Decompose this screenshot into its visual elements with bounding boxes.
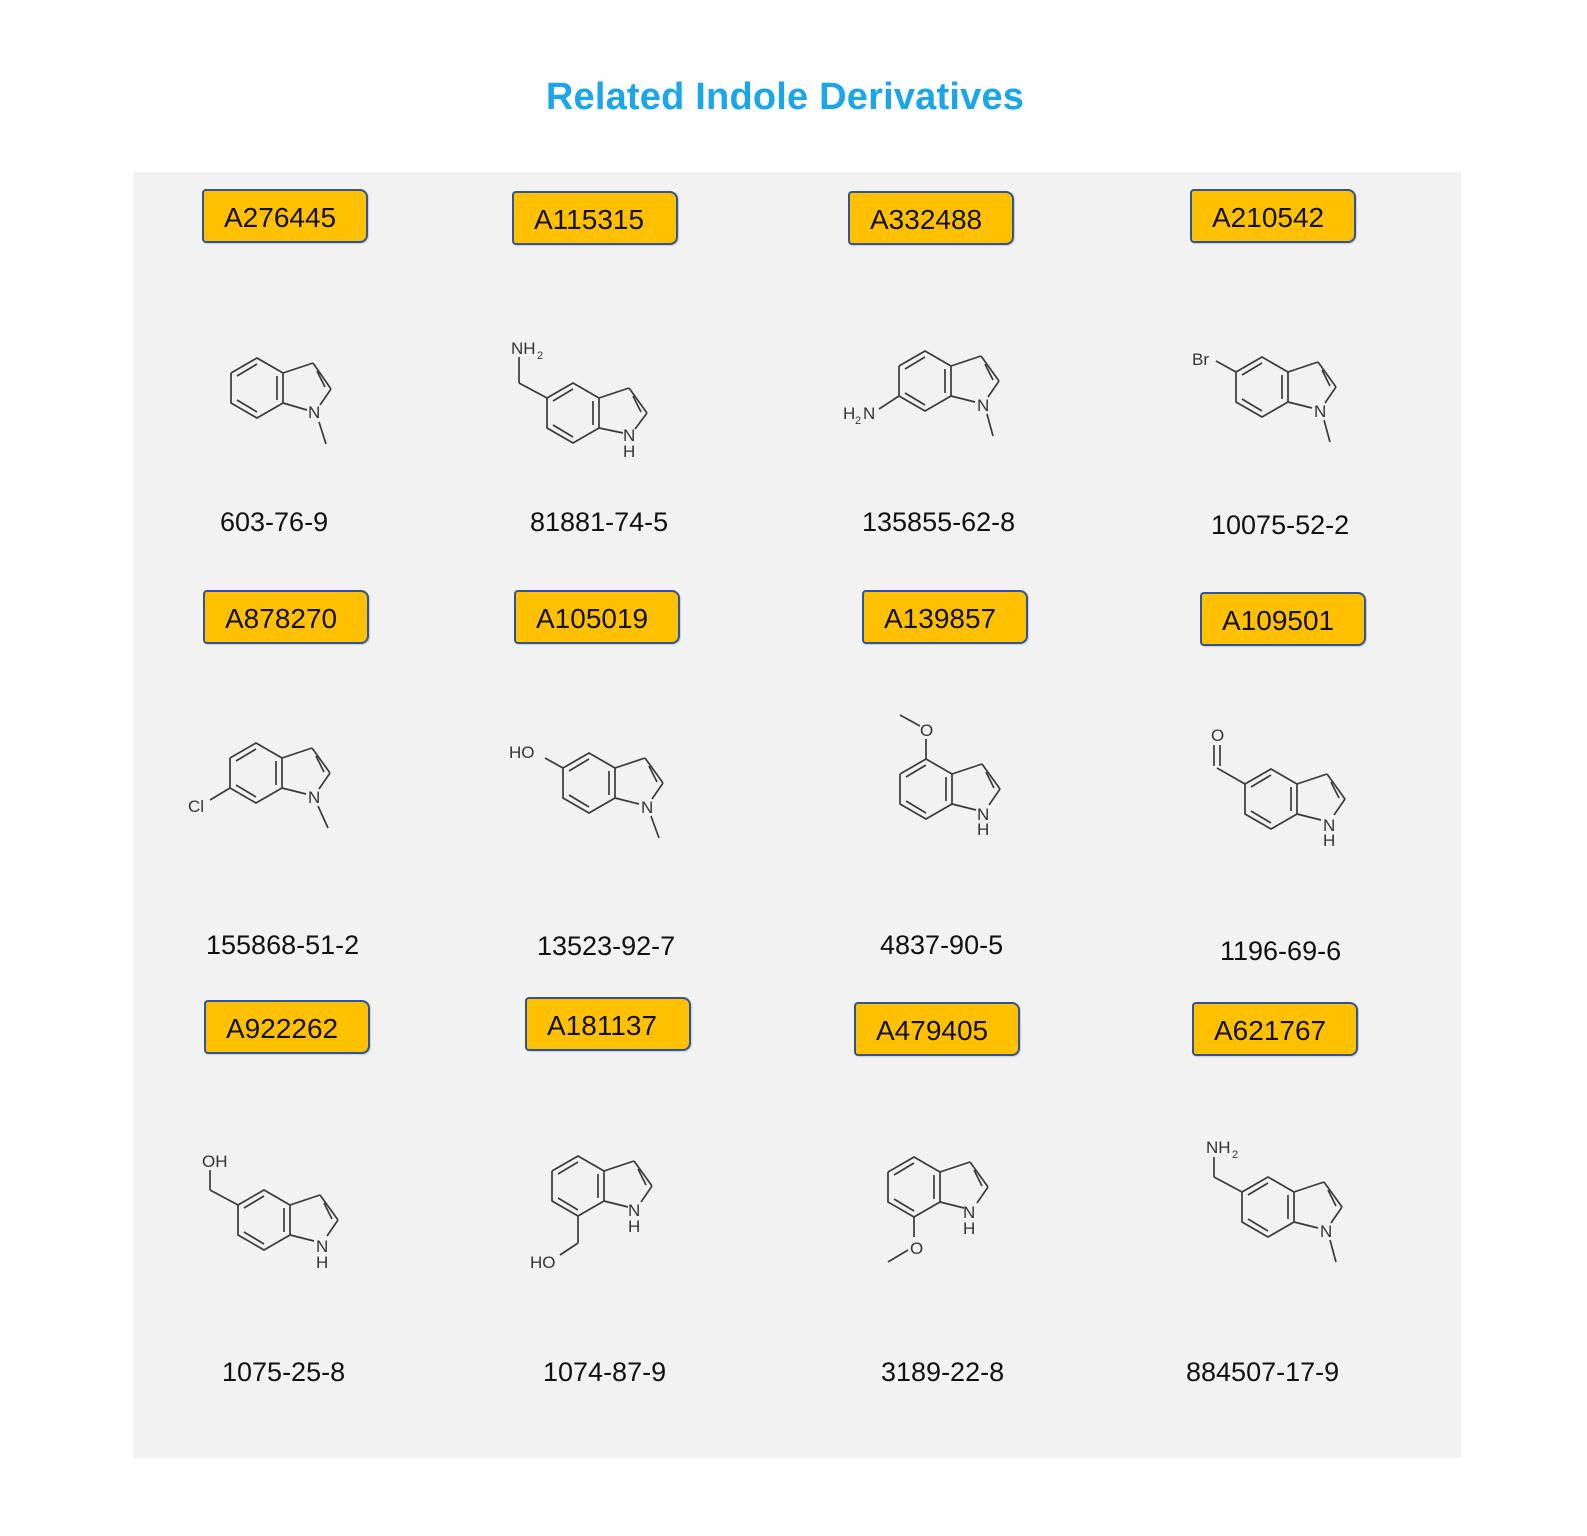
compound-grid (133, 172, 1461, 1458)
svg-text:N: N (641, 798, 654, 817)
structure-7-methoxyindole (868, 1152, 1068, 1322)
page-title: Related Indole Derivatives (545, 76, 1025, 118)
structure-indole-5-carbaldehyde (1193, 717, 1393, 887)
atom-label-cl: Cl (188, 797, 205, 816)
catalog-id-badge[interactable]: A109501 (1200, 592, 1366, 646)
cas-number: 4837-90-5 (880, 930, 1004, 960)
atom-label-n: N (308, 403, 321, 422)
svg-text:H: H (628, 1217, 641, 1236)
svg-text:2: 2 (537, 350, 544, 362)
cas-number: 1075-25-8 (222, 1357, 346, 1387)
svg-text:H: H (316, 1253, 329, 1272)
cas-number: 155868-51-2 (206, 930, 360, 960)
svg-text:N: N (977, 805, 990, 824)
structure-1-methylindol-5-ylmethanamine (1206, 1138, 1406, 1317)
svg-text:N: N (1314, 402, 1327, 421)
svg-text:N: N (963, 1203, 976, 1222)
structure-indol-5-ylmethanol (198, 1137, 398, 1307)
catalog-id-badge[interactable]: A922262 (204, 1000, 370, 1054)
svg-text:N: N (316, 1237, 329, 1256)
structure-n-methylindole (213, 327, 413, 497)
svg-text:H: H (843, 404, 856, 423)
atom-label-nh2: NH (511, 339, 536, 358)
svg-text:N: N (308, 788, 321, 807)
svg-text:N: N (1320, 1222, 1333, 1241)
cas-number: 10075-52-2 (1211, 510, 1350, 540)
catalog-id-badge[interactable]: A276445 (202, 189, 368, 243)
structure-1-methylindol-6-amine (843, 332, 1043, 502)
svg-text:2: 2 (1232, 1149, 1239, 1161)
catalog-id-badge[interactable]: A621767 (1192, 1002, 1358, 1056)
svg-text:H: H (623, 442, 636, 461)
atom-label-ho: HO (530, 1253, 556, 1272)
structure-1-methylindol-5-ol (503, 732, 703, 902)
svg-text:H: H (977, 820, 990, 839)
cas-number: 135855-62-8 (862, 507, 1016, 537)
catalog-id-badge[interactable]: A105019 (514, 590, 680, 644)
svg-text:N: N (1323, 816, 1336, 835)
cas-number: 81881-74-5 (530, 507, 669, 537)
svg-text:H: H (1323, 831, 1336, 850)
atom-label-br: Br (1192, 350, 1209, 369)
catalog-id-badge[interactable]: A210542 (1190, 189, 1356, 243)
structure-indol-5-ylmethanamine (503, 317, 703, 487)
svg-text:2: 2 (855, 415, 862, 427)
atom-label-o: O (910, 1239, 924, 1258)
atom-label-o: O (920, 721, 934, 740)
cas-number: 1196-69-6 (1220, 936, 1342, 966)
catalog-id-badge[interactable]: A479405 (854, 1002, 1020, 1056)
cas-number: 603-76-9 (220, 507, 329, 537)
catalog-id-badge[interactable]: A332488 (848, 191, 1014, 245)
structure-4-methoxyindole (888, 707, 1088, 877)
cas-number: 1074-87-9 (543, 1357, 667, 1387)
catalog-id-badge[interactable]: A115315 (512, 191, 678, 245)
atom-label-h2n: N (863, 404, 876, 423)
atom-label-oh: OH (202, 1152, 228, 1171)
svg-text:N: N (977, 396, 990, 415)
catalog-id-badge[interactable]: A878270 (203, 590, 369, 644)
svg-text:H: H (963, 1219, 976, 1238)
cas-number: 13523-92-7 (537, 931, 676, 961)
catalog-id-badge[interactable]: A139857 (862, 590, 1028, 644)
atom-label-ho: HO (509, 743, 535, 762)
svg-text:N: N (628, 1201, 641, 1220)
structure-5-bromo-1-methylindole (1188, 342, 1388, 512)
catalog-id-badge[interactable]: A181137 (525, 997, 691, 1051)
atom-label-nh2: NH (1206, 1138, 1231, 1157)
cas-number: 3189-22-8 (881, 1357, 1005, 1387)
svg-text:N: N (623, 426, 636, 445)
structure-6-chloro-1-methylindole (188, 732, 388, 902)
atom-label-o: O (1211, 726, 1225, 745)
cas-number: 884507-17-9 (1186, 1357, 1340, 1387)
structure-indol-7-ylmethanol (528, 1152, 728, 1322)
